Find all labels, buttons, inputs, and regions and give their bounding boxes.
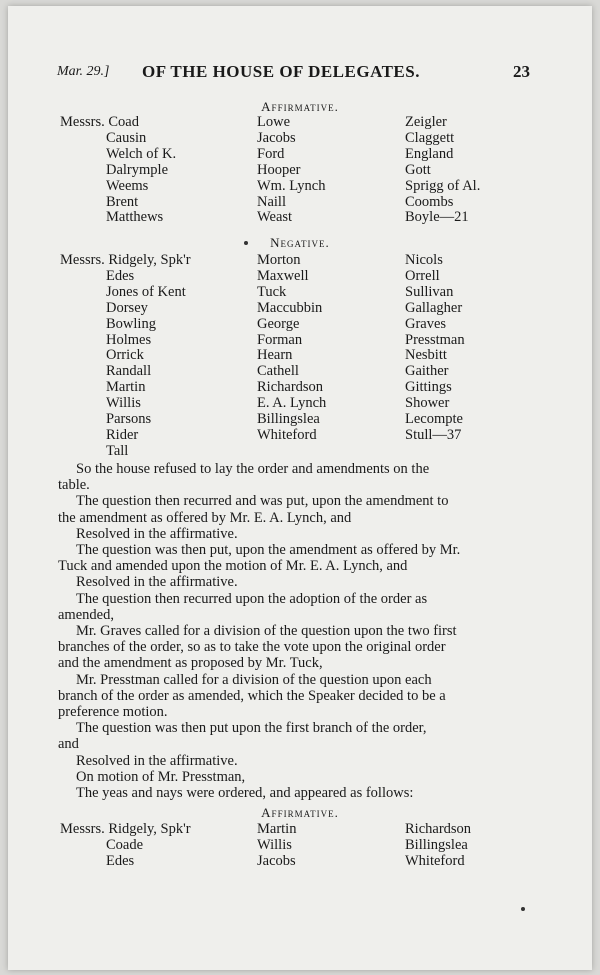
member-name: Richardson [405, 821, 472, 837]
affirmative-column-2 [257, 115, 325, 226]
member-name: E. A. Lynch [257, 395, 327, 412]
member-name: Lecompte [405, 411, 463, 428]
text-line: branches of the order, so as to take the vote upon the original order [58, 639, 446, 656]
member-name: Tall [106, 442, 129, 459]
negative-column-3 [405, 253, 465, 444]
proceedings-text [58, 461, 508, 801]
member-name: Presstman [405, 331, 465, 348]
text-line: The question was then put, upon the amendment as offered by Mr. [76, 542, 461, 559]
member-name: Nicols [405, 252, 443, 268]
text-line: and [58, 736, 79, 753]
affirmative2-column-2 [257, 822, 296, 870]
text-line: Resolved in the affirmative. [76, 574, 238, 591]
text-line: The question then recurred upon the adoption of the order as [76, 590, 428, 607]
member-name: Sprigg of Al. [405, 177, 481, 194]
member-name: Weast [257, 209, 293, 226]
negative-column-2 [257, 253, 326, 444]
member-name: Zeigler [405, 114, 447, 130]
text-line: The question was then put upon the first branch of the order, [76, 720, 427, 737]
member-name: Jacobs [257, 129, 296, 146]
member-name: Whiteford [405, 852, 465, 869]
member-name: Messrs. Coad [60, 114, 139, 130]
member-name: Stull—37 [405, 426, 462, 443]
member-name: Maxwell [257, 267, 309, 284]
member-name: Whiteford [257, 426, 317, 443]
member-name: Shower [405, 395, 450, 412]
member-name: Graves [405, 315, 447, 332]
text-line: So the house refused to lay the order and amendments on the [76, 461, 430, 477]
member-name: Messrs. Ridgely, Spk'r [60, 821, 191, 837]
member-name: Sullivan [405, 283, 454, 300]
member-name: Edes [106, 267, 135, 284]
member-name: Boyle—21 [405, 209, 469, 226]
text-line: Resolved in the affirmative. [76, 525, 238, 542]
page-header [57, 62, 530, 86]
member-name: Matthews [106, 209, 164, 226]
member-name: Gallagher [405, 299, 463, 316]
text-line: table. [58, 477, 90, 494]
member-name: Randall [106, 363, 152, 380]
member-name: Martin [106, 379, 146, 396]
member-name: Willis [106, 395, 141, 412]
text-line: Resolved in the affirmative. [76, 752, 238, 769]
member-name: Bowling [106, 315, 156, 332]
member-name: Dorsey [106, 299, 148, 316]
member-name: Gott [405, 161, 431, 178]
text-line: amended, [58, 606, 114, 623]
member-name: Gaither [405, 363, 449, 380]
member-name: Richardson [257, 379, 324, 396]
ink-spot [521, 907, 525, 911]
member-name: Causin [106, 129, 147, 146]
text-line: Mr. Graves called for a division of the question upon the two first [76, 623, 457, 640]
negative-title-1: Negative. [270, 235, 330, 250]
member-name: Willis [257, 836, 292, 853]
member-name: Nesbitt [405, 347, 447, 364]
text-line: Mr. Presstman called for a division of the question upon each [76, 671, 432, 688]
affirmative-column-3 [405, 115, 480, 226]
text-line: and the amendment as proposed by Mr. Tuck, [58, 655, 323, 672]
text-line: branch of the order as amended, which the Speaker decided to be a [58, 687, 446, 704]
member-name: Orrick [106, 347, 144, 364]
text-line: The question then recurred and was put, upon the amendment to [76, 493, 449, 510]
member-name: Brent [106, 193, 139, 210]
member-name: Tuck [257, 283, 287, 300]
member-name: Morton [257, 252, 301, 268]
member-name: Hearn [257, 347, 293, 364]
text-line: The yeas and nays were ordered, and appeared as follows: [76, 785, 414, 802]
affirmative2-column-3 [405, 822, 471, 870]
member-name: Cathell [257, 363, 299, 380]
text-line: On motion of Mr. Presstman, [76, 768, 246, 785]
member-name: Edes [106, 852, 135, 869]
text-line: Tuck and amended upon the motion of Mr. E. A. Lynch, and [58, 558, 408, 575]
member-name: Holmes [106, 331, 152, 348]
member-name: Hooper [257, 161, 301, 178]
text-line: preference motion. [58, 704, 168, 721]
member-name: Jones of Kent [106, 283, 186, 300]
member-name: Dalrymple [106, 161, 169, 178]
member-name: Weems [106, 177, 149, 194]
member-name: Billingslea [405, 836, 468, 853]
member-name: Maccubbin [257, 299, 323, 316]
member-name: England [405, 145, 454, 162]
member-name: Coade [106, 836, 144, 853]
member-name: Billingslea [257, 411, 320, 428]
ink-spot [244, 241, 248, 245]
text-line: the amendment as offered by Mr. E. A. Lynch, and [58, 509, 352, 526]
header-title: OF THE HOUSE OF DELEGATES. [142, 62, 420, 81]
affirmative2-column-1 [60, 822, 191, 870]
affirmative-column-1 [60, 115, 176, 226]
member-name: Naill [257, 193, 286, 210]
member-name: Welch of K. [106, 145, 177, 162]
page-number: 23 [513, 62, 530, 81]
member-name: Coombs [405, 193, 454, 210]
member-name: Ford [257, 145, 285, 162]
affirmative-title-2: Affirmative. [261, 805, 339, 820]
member-name: Claggett [405, 129, 455, 146]
member-name: Orrell [405, 267, 440, 284]
member-name: Wm. Lynch [257, 177, 326, 194]
member-name: Martin [257, 821, 297, 837]
member-name: George [257, 315, 300, 332]
member-name: Parsons [106, 411, 152, 428]
member-name: Forman [257, 331, 303, 348]
member-name: Messrs. Ridgely, Spk'r [60, 252, 191, 268]
member-name: Lowe [257, 114, 291, 130]
negative-column-1 [60, 253, 191, 460]
member-name: Gittings [405, 379, 452, 396]
member-name: Jacobs [257, 852, 296, 869]
member-name: Rider [106, 426, 139, 443]
header-date: Mar. 29.] [57, 64, 110, 79]
affirmative-title-1: Affirmative. [261, 99, 339, 114]
